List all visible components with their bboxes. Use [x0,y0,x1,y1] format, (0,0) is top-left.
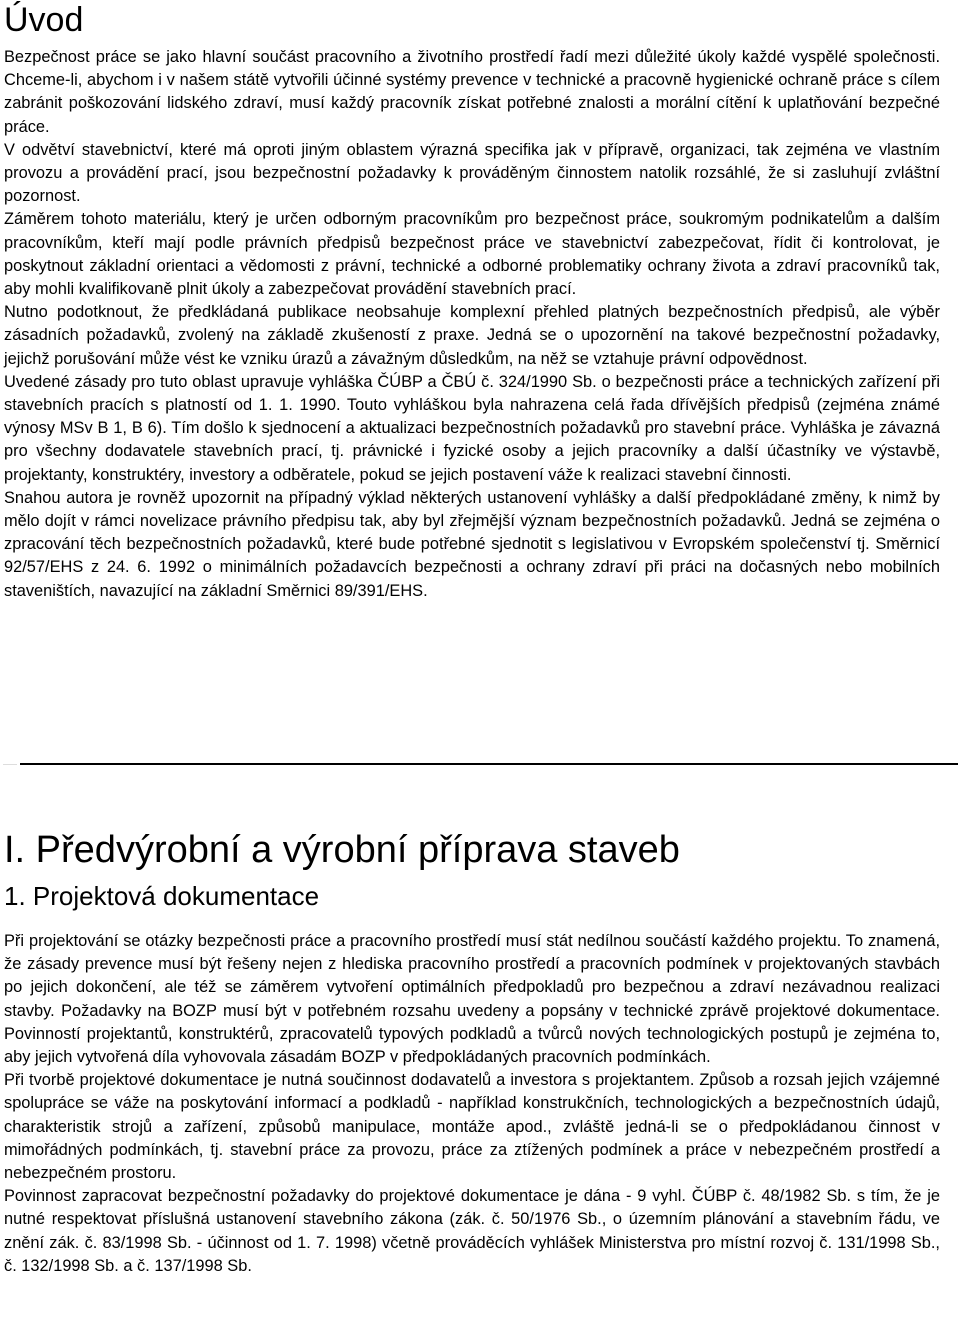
section-divider [20,763,958,765]
chapter-body [4,930,940,1278]
intro-paragraph-5: Uvedené zásady pro tuto oblast upravuje vyhláška ČÚBP a ČBÚ č. 324/1990 Sb. o bezpečnosti práce a technických zařízení při stavebních pracích s platností od 1. 1. 1990. Touto vyhláškou byla nahrazena celá řada dřívějších předpisů (zejména známé výnosy MSv B 1, B 6). Tím došlo k sjednocení a aktualizaci bezpečnostních požadavků pro stavební práce. Vyhláška je závazná pro všechny dodavatele stavebních prací, tj. právnické i fyzické osoby a jejich pracovníky a další účastníky ve výstavbě, projektanty, konstruktéry, investory a odběratele, pokud se jejich postavení váže k realizaci stavební činnosti. [4,372,940,484]
intro-body [4,46,940,603]
intro-heading: Úvod [4,1,84,39]
section-heading: 1. Projektová dokumentace [4,881,320,911]
intro-paragraph-2: V odvětví stavebnictví, které má oproti jiným oblastem výrazná specifika jak v přípravě, organizaci, tak zejména ve vlastním provozu a provádění prací, jsou bezpečnostní požadavky k prováděným činnostem natolik rozsáhlé, že si zasluhují zvláštní pozornost. [4,140,940,206]
footnote-mark [3,764,17,765]
intro-paragraph-3: Záměrem tohoto materiálu, který je určen odborným pracovníkům pro bezpečnost práce, soukromým podnikatelům a dalším pracovníkům, kteří mají podle právních předpisů bezpečnost práce ve stavebnictví zabezpečovat, řídit či kontrolovat, je poskytnout základní orientaci a vědomosti z právní, technické a odborné problematiky ochrany života a zdraví pracovníků tak, aby mohli kvalifikovaně plnit úkoly a zabezpečovat provádění stavebních prací. [4,210,940,299]
chapter-paragraph-1: Při projektování se otázky bezpečnosti práce a pracovního prostředí musí stát nedílnou součástí každého projektu. To znamená, že zásady prevence musí být řešeny nejen z hlediska pracovního prostředí a pracovních podmínek v projektovaných stavbách po jejich dokončení, ale též se záměrem vytvoření optimálních předpokladů pro bezpečnou a zdraví nezávadnou realizaci stavby. Požadavky na BOZP musí být v potřebném rozsahu uvedeny a popsány v technické zprávě projektové dokumentace. Povinností projektantů, konstruktérů, zpracovatelů typových podkladů a tvůrců nových technologických postupů je zejména to, aby jejich vytvořená díla vyhovovala zásadám BOZP v předpokládaných pracovních podmínkách. [4,932,940,1067]
intro-paragraph-4: Nutno podotknout, že předkládaná publikace neobsahuje komplexní přehled platných bezpečnostních předpisů, ale výběr zásadních požadavků, zvolený na základě zkušeností z praxe. Jedná se o upozornění na takové bezpečnostní požadavky, jejichž porušování může vést ke vzniku úrazů a závažným důsledkům, na něž se vztahuje právní odpovědnost. [4,303,940,368]
chapter-paragraph-2: Při tvorbě projektové dokumentace je nutná součinnost dodavatelů a investora s projektantem. Způsob a rozsah jejich vzájemné spolupráce se váže na poskytování informací a podkladů - například konstrukčních, technologických a bezpečnostních údajů, charakteristik strojů a zařízení, způsobů manipulace, montáže apod., zvláště jedná-li se o předpokládanou činnost v mimořádných podmínkách, tj. stavební práce za provozu, práce za ztížených podmínek a práce v nebezpečném prostředí a nebezpečném prostoru. [4,1071,940,1183]
chapter-heading: I. Předvýrobní a výrobní příprava staveb [4,829,680,871]
intro-paragraph-1: Bezpečnost práce se jako hlavní součást pracovního a životního prostředí řadí mezi důležité úkoly každé vyspělé společnosti. Chceme-li, abychom i v našem státě vytvořili účinné systémy prevence v technické a pracovně hygienické ochraně práce s cílem zabránit poškozování lidského zdraví, musí každý pracovník získat potřebné znalosti a morální cítění k uplatňování bezpečné práce. [4,48,940,136]
chapter-paragraph-3: Povinnost zapracovat bezpečnostní požadavky do projektové dokumentace je dána - 9 vyhl. ČÚBP č. 48/1982 Sb. s tím, že je nutné respektovat příslušná ustanovení stavebního zákona (zák. č. 50/1976 Sb., o územním plánování a stavebním řádu, ve znění zák. č. 83/1998 Sb. - účinnost od 1. 7. 1998) včetně prováděcích vyhlášek Ministerstva pro místní rozvoj č. 131/1998 Sb., č. 132/1998 Sb. a č. 137/1998 Sb. [4,1187,940,1275]
intro-paragraph-6: Snahou autora je rovněž upozornit na případný výklad některých ustanovení vyhlášky a další předpokládané změny, k nimž by mělo dojít v rámci novelizace právního předpisu tak, aby byl zřejmější význam bezpečnostních požadavků. Jedná se zejména o zpracování těch bezpečnostních požadavků, které bude potřebné sjednotit s legislativou v Evropském společenství tj. Směrnicí 92/57/EHS z 24. 6. 1992 o minimálních požadavcích bezpečnosti a ochrany zdraví při práci na dočasných nebo mobilních staveništích, navazující na základní Směrnici 89/391/EHS. [4,488,940,600]
